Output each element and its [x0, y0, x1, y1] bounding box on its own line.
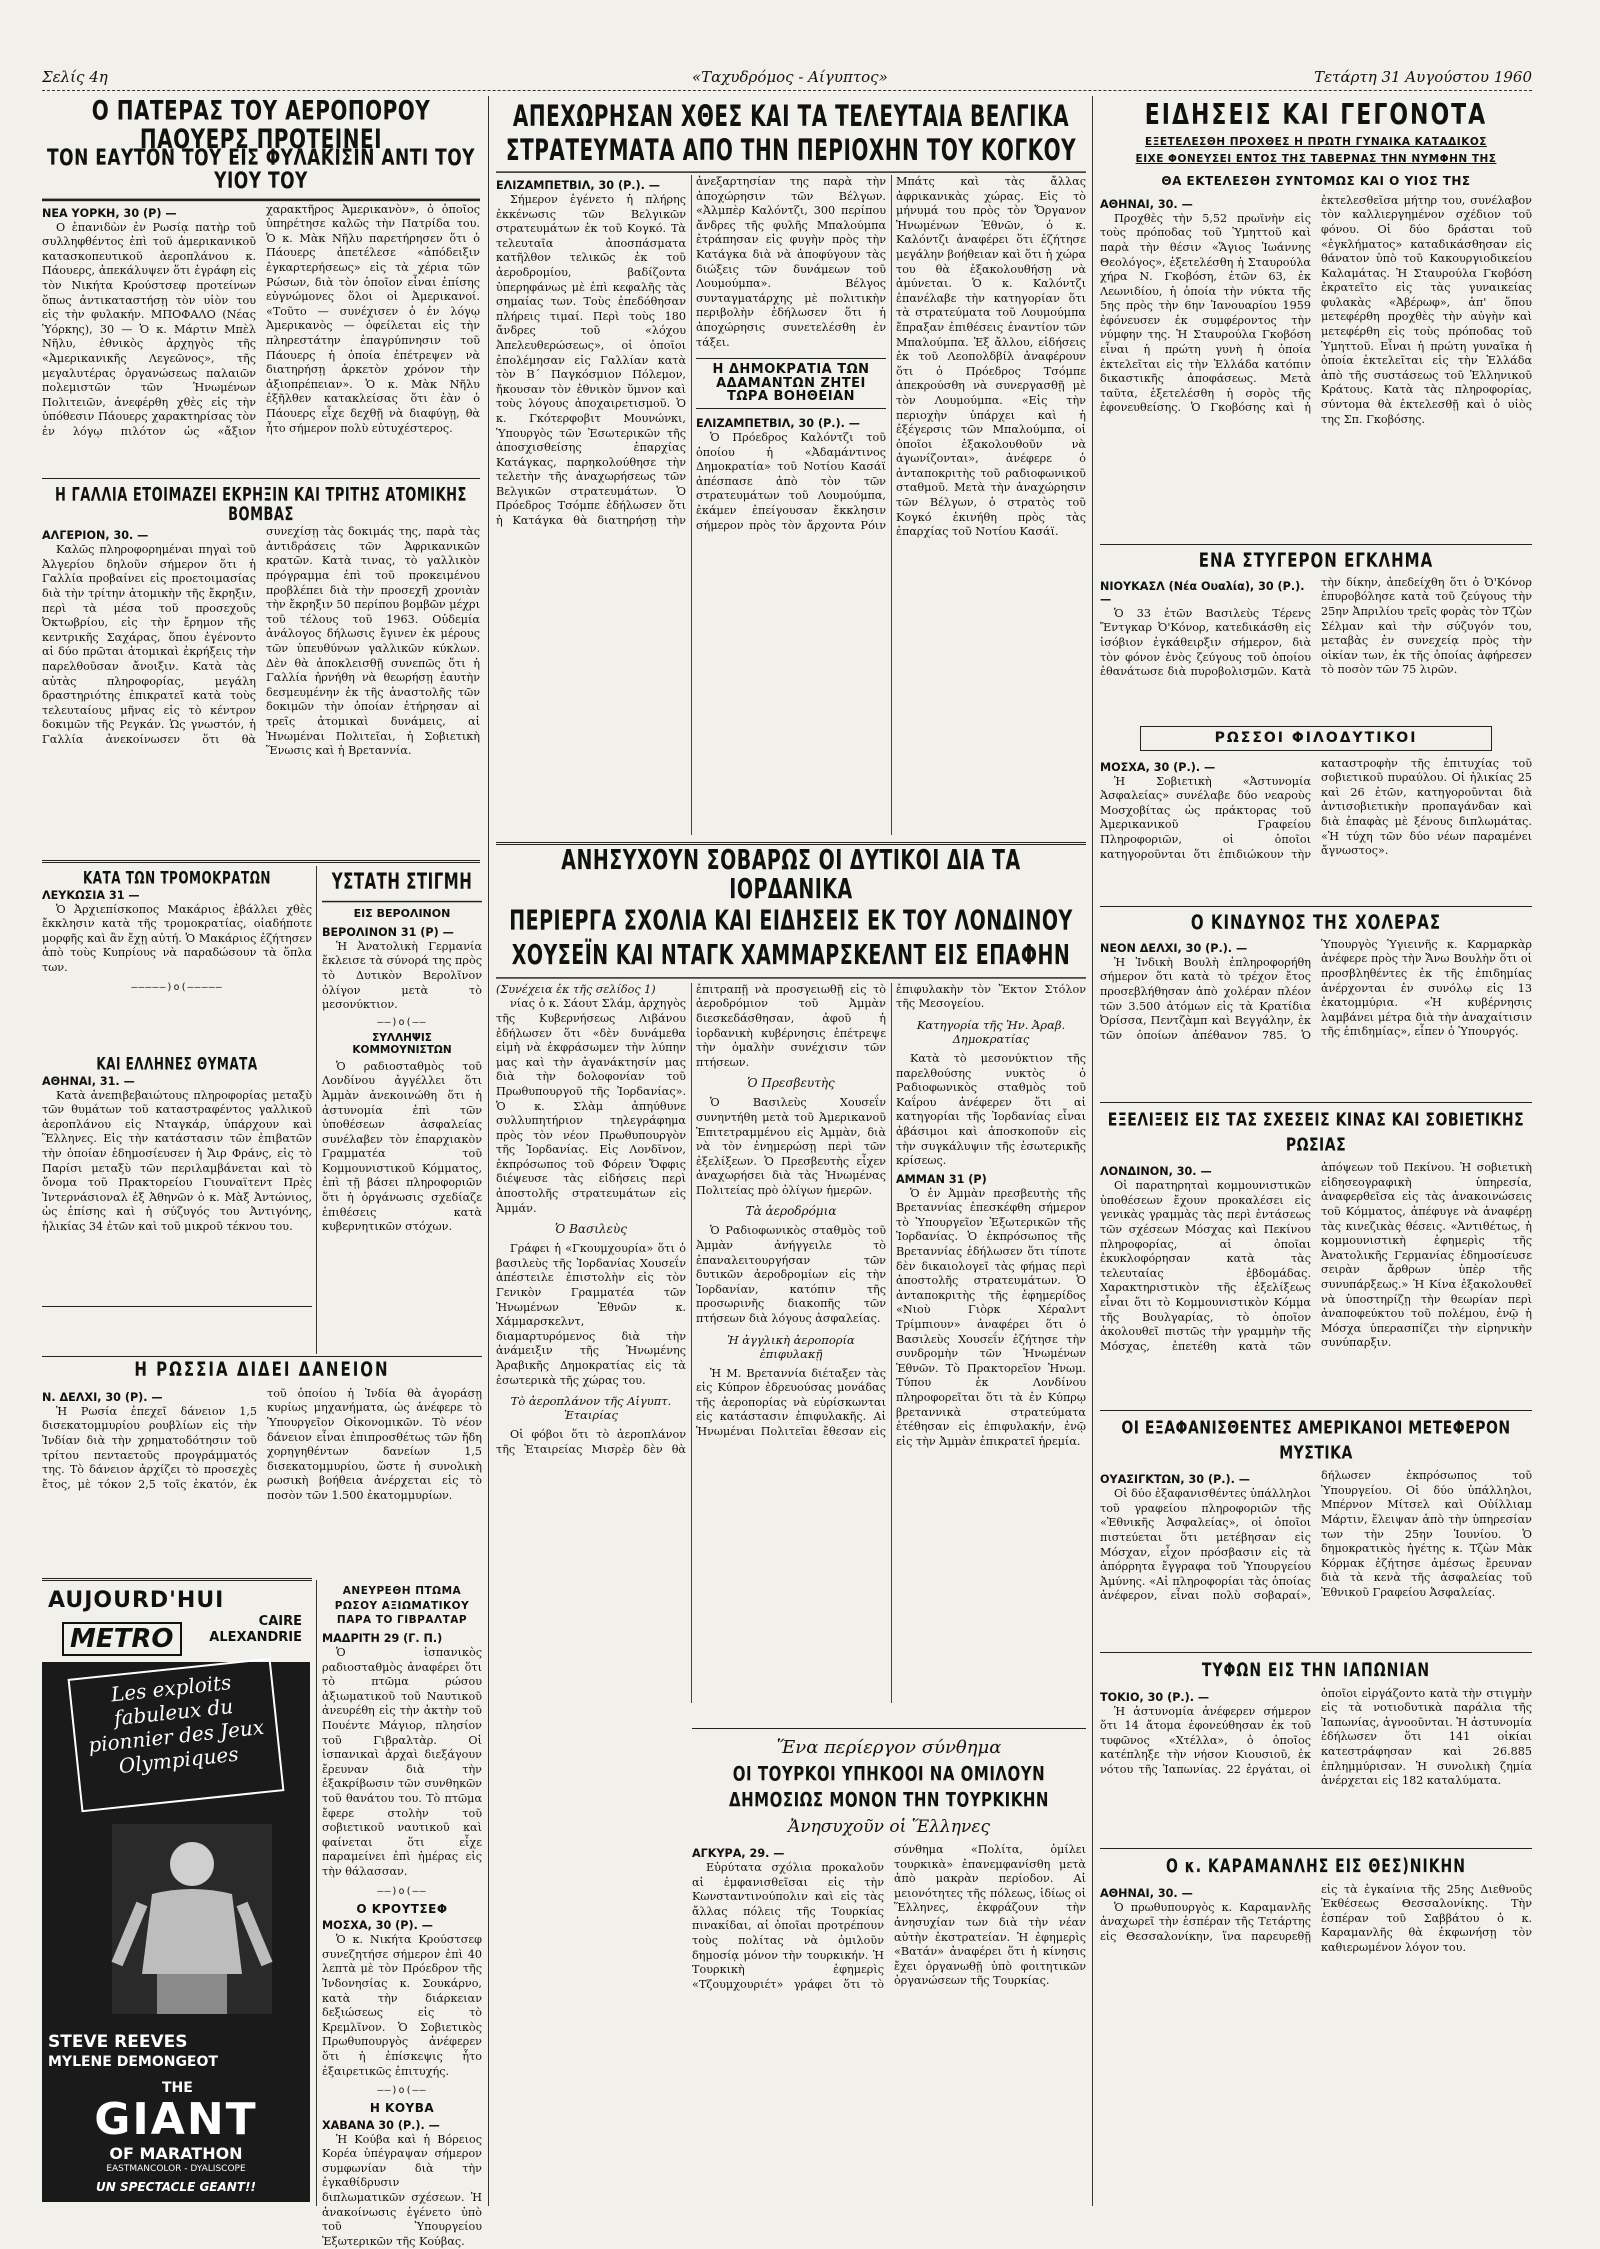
article-body: Ἡ Μ. Βρεταννία διέταξεν τὰς εἰς Κύπρον ἐδρευούσας μονάδας τῆς ἀεροπορίας νὰ εὑρίσκωνται εἰς κατάστασιν ἐπιφυλακῆς. Αἱ Ἡνωμέναι Πολιτεῖαι ἔθεσαν εἰς ἐπιφυλακὴν τὸν Ἕκτον Στόλον τῆς Μεσογείου. — [696, 982, 1086, 1438]
headline: ΘΑ ΕΚΤΕΛΕΣΘΗ ΣΥΝΤΟΜΩΣ ΚΑΙ Ο ΥΙΟΣ ΤΗΣ — [1161, 174, 1471, 189]
article-body: Ὁ κ. Νικήτα Κρούστσεφ συνεζητήσε σήμερον ἐπὶ 40 λεπτὰ μὲ τὸν Πρόεδρον τῆς Ἰνδονησίας κ. Σουκάρνο, κατὰ τὴν διάρκειαν δεξιώσεως εἰς τὸ Κρεμλῖνον. Ὁ Σοβιετικὸς Πρωθυπουργὸς ἀνέφερεν ὅτι ἡ ἐπίσκεψις ἦτο ἐξαιρετικῶς ἐπιτυχής. — [322, 1933, 482, 2078]
masthead — [42, 64, 1532, 91]
dateline: ΕΛΙΖΑΜΠΕΤΒΙΛ, 30 (Ρ.). — — [496, 179, 660, 192]
article-crime — [1100, 548, 1532, 718]
divider — [42, 860, 480, 863]
column-rule — [1092, 96, 1093, 2206]
article-body: Ο ἐπανιδὼν ἐν Ρωσίᾳ πατὴρ τοῦ συλληφθέντος ἐπὶ τοῦ ἀμερικανικοῦ κατασκοπευτικοῦ ἀεροπλάνου κ. Πάουερς, ἀπεκάλυψεν ὅτι ἐγράφη εἰς τὸν Νικήτα Κρούστσεφ προτείνων ὅπως ἀντικαταστήσῃ τὸν υἱὸν του εἰς τὴν φυλακήν. ΜΠΟΦΑΛΟ (Νέας Ὑόρκης), 30 — Ὁ κ. Μάρτιν Μπὲλ Νῆλυ, ἐθνικὸς ἀρχηγὸς τῆς «Ἀμερικανικῆς Λεγεῶνος», τῆς μεγαλυτέρας ὀργανώσεως παλαιῶν πολεμιστῶν τῶν Ἡνωμένων Πολιτειῶν, ἀνεφέρθη χθὲς εἰς τὴν ὑπόθεσιν Πάουερς χαρακτηρίσας τὸν ἐν λόγῳ πιλότον ὡς «ἄξιον χαρακτῆρος Ἀμερικανὸν», ὁ ὁποῖος ὑπηρέτησε καλῶς τὴν Πατρίδα του. Ὁ κ. Μὰκ Νῆλυ παρετήρησεν ὅτι ὁ Πάουερς ἀπετέλεσε «ἀπόδειξιν ἐγκαρτερήσεως» εἰς τὰ χέρια τῶν Ρώσων, διὰ τὸν ὁποῖον εἶναι ἐπίσης εὐγνώμονες ὅλοι οἱ Ἀμερικανοί. «Τοῦτο — συνέχισεν ὁ ἐν λόγῳ Ἀμερικανὸς — ὀφείλεται εἰς τὴν πληρεστάτην ἐπαγρύπνησιν τοῦ Πάουερς ἡ ὁποία ἐπέτρεψεν νὰ διατηρήσῃ ἀρκετὸν χρόνον τὴν ἀξιοπρέπειαν». Ὁ κ. Μὰκ Νῆλυ ἐξῆλθεν κατακλείσας ὅτι ἐὰν ὁ Πάουερς εἶχε δεχθῇ νὰ διαφύγῃ, θὰ ἦτο σήμερον πολὺ εὐτυχέστερος. — [42, 202, 480, 438]
dateline: ΕΛΙΖΑΜΠΕΤΒΙΛ, 30 (Ρ.). — — [696, 417, 860, 431]
headline: ΥΣΤΑΤΗ ΣΤΙΓΜΗ — [322, 871, 482, 902]
dateline: ΧΑΒΑΝΑ 30 (Ρ.). — — [322, 2118, 440, 2132]
article-body: Γράφει ἡ «Γκουμχουρία» ὅτι ὁ βασιλεὺς τῆς Ἰορδανίας Χουσεΐν ἀπέστειλε ἐπιστολὴν εἰς τὸν Γενικὸν Γραμματέα τῶν Ἡνωμένων Ἐθνῶν κ. Χάμμαρσκελντ, διαμαρτυρόμενος διὰ τὴν ἀνάμειξιν τῆς Ἡνωμένης Ἀραβικῆς Δημοκρατίας εἰς τὰ ἐσωτερικὰ τῆς χώρας του. — [496, 1242, 686, 1387]
article-body: Οἱ δύο ἐξαφανισθέντες ὑπάλληλοι τοῦ γραφείου πληροφοριῶν τῆς «Ἐθνικῆς Ἀσφαλείας», οἱ ὁποῖοι πιστεύεται ὅτι μετέβησαν εἰς Μόσχαν, εἶχον πρόσβασιν εἰς τὰ ἀπόρρητα ἔγγραφα τοῦ Ὑπουργείου Ἀμύνης. «Αἱ πληροφορίαι τὰς ὁποίας ἀνέφερον, εἶναι πολὺ σοβαραί», δήλωσεν ἐκπρόσωπος τοῦ Ὑπουργείου. Οἱ δύο ὑπάλληλοι, Μπέρνον Μίτσελ καὶ Οὐίλλιαμ Μάρτιν, ἔλειψαν ἀπὸ τὴν ὑπηρεσίαν των τὴν 25ην Ἰουνίου. Ὁ δημοκρατικὸς ἡγέτης κ. Τζὼν Μὰκ Κόρμακ ἐζήτησε ἀμέσως ἔρευναν διὰ τὰ κενὰ τῆς ἀσφαλείας τοῦ Ἐθνικοῦ Γραφείου Ἀσφαλείας. — [1100, 1469, 1532, 1603]
article-body: νίας ὁ κ. Σάουτ Σλάμ, ἀρχηγὸς τῆς Κυβερνήσεως Λιβάνου ἐδήλωσεν ὅτι «δὲν δυνάμεθα εἰμὴ νὰ ἐκφράσωμεν τὴν λύπην μας καὶ τὴν ἀγανάκτησίν μας διὰ τὴν δολοφονίαν τοῦ Πρωθυπουργοῦ τῆς Ἰορδανίας». Ὁ κ. Σλὰμ ἀπηύθυνε συλλυπητήριον τηλεγράφημα πρὸς τὸν νέον Πρωθυπουργὸν τῆς Ἰορδανίας. Εἰς Λονδῖνον, ἐκπρόσωπος τοῦ Φόρειν Ὄφφις διέψευσε τὰς εἰδήσεις περὶ ἀποστολῆς στρατευμάτων εἰς Ἀμμάν. — [496, 997, 686, 1215]
dateline: ΑΘΗΝΑΙ, 31. — — [42, 1074, 135, 1088]
headline: ΣΤΡΑΤΕΥΜΑΤΑ ΑΠΟ ΤΗΝ ΠΕΡΙΟΧΗΝ ΤΟΥ ΚΟΓΚΟΥ — [496, 135, 1086, 173]
dateline: ΜΑΔΡΙΤΗ 29 (Γ. Π.) — [322, 1632, 443, 1646]
headline: Η ΓΑΛΛΙΑ ΕΤΟΙΜΑΖΕΙ ΕΚΡΗΞΙΝ ΚΑΙ ΤΡΙΤΗΣ ΑΤΟΜΙΚΗΣ ΒΟΜΒΑΣ — [55, 485, 467, 526]
dateline: ΑΓΚΥΡΑ, 29. — — [692, 1847, 785, 1860]
headline: Η ΔΗΜΟΚΡΑΤΙΑ ΤΩΝ ΑΔΑΜΑΝΤΩΝ ΖΗΤΕΙ ΤΩΡΑ ΒΟΗΘΕΙΑΝ — [696, 358, 886, 409]
subheading: Ὁ Βασιλεὺς — [554, 1222, 627, 1237]
article-china-russia — [1100, 1106, 1532, 1408]
ad-header — [42, 1584, 310, 1662]
headline: ΟΙ ΕΞΑΦΑΝΙΣΘΕΝΤΕΣ ΑΜΕΡΙΚΑΝΟΙ ΜΕΤΕΦΕΡΟΝ ΜΥΣΤΙΚΑ — [1121, 1418, 1511, 1463]
article-news — [1100, 98, 1532, 540]
ad-format: EASTMANCOLOR - DYALISCOPE — [106, 2164, 246, 2174]
subheading: ΣΥΛΛΗΨΙΣ ΚΟΜΜΟΥΝΙΣΤΩΝ — [352, 1031, 452, 1056]
ad-today: AUJOURD'HUI — [48, 1588, 225, 1613]
subheading: Ὁ Πρεσβευτὴς — [747, 1076, 835, 1091]
subheading: Κατηγορία τῆς Ἡν. Ἀραβ. Δημοκρατίας — [916, 1017, 1066, 1046]
article-body: Κατὰ ἀνεπιβεβαιώτους πληροφορίας μεταξὺ τῶν θυμάτων τοῦ καταστραφέντος γαλλικοῦ ἀεροπλάνου εἰς Νταγκάρ, ὑπάρχουν καὶ Ἕλληνες. Εἰς τὴν κατάστασιν τῶν ἐπιβατῶν τὴν ὁποίαν ἐδημοσίευσεν ἡ Ἄιρ Φράνς, εἰς τὸ Παρίσι μεταξὺ τῶν περιλαμβάνεται καὶ τὸ ὄνομα τοῦ Πρακτορείου Γιουναϊτεντ Πρὲς Ἰντερνάσιοναλ ἐξ Ἀθηνῶν ὁ κ. Μὰξ Ἀντώνιος, ὡς ἐπίσης καὶ ἡ σύζυγός του Ἀντιγόνης, ἡλικίας 34 ἐτῶν καὶ τοῦ μικροῦ τέκνου του. — [42, 1088, 312, 1233]
article-congo — [496, 98, 1086, 840]
figure-legs — [157, 1974, 227, 2014]
headline: ΤΥΦΩΝ ΕΙΣ ΤΗΝ ΙΑΠΩΝΙΑΝ — [1201, 1660, 1431, 1682]
divider — [42, 478, 480, 479]
article-body: Ἡ Σοβιετικὴ «Ἀστυνομία Ἀσφαλείας» συνέλαβε δύο νεαροὺς Μοσχοβίτας ὡς πράκτορας τοῦ Ἀμερικανικοῦ Γραφείου Πληροφοριῶν, οἱ ὁποῖοι κατηγοροῦνται ὅτι ἐπιδιώκουν τὴν καταστροφὴν τῆς ἐπιτυχίας τοῦ σοβιετικοῦ πυραύλου. Οἱ ἠλικίας 25 καὶ 26 ἐτῶν, κατηγοροῦνται διὰ ἀντισοβιετικὴν προπαγάνδαν καὶ διὰ ἐπαφὰς μὲ ξένους διπλωμάτας. «Ἡ τύχη τῶν δύο νέων παραμένει ἄγνωστος». — [1100, 756, 1532, 861]
cinema-advertisement — [42, 1584, 310, 2202]
article-powers — [42, 93, 480, 476]
figure-torso — [142, 1889, 242, 1974]
article-body: Προχθὲς τὴν 5,52 πρωϊνὴν εἰς τοὺς πρόποδας τοῦ Ὑμηττοῦ καὶ παρὰ τὴν θέσιν «Ἅγιος Ἰωάννης Θεολόγος», ἐξετελέσθη ἡ Σταυρούλα χήρα Ν. Γκοβόση, ἐτῶν 63, ἐκ Λεωνιδίου, ἡ ὁποία τὴν νύκτα τῆς 5ης πρὸς τὴν 6ην Ἰανουαρίου 1959 ἐφόνευσεν ἐκ συμφέροντος τὴν νύμφην της. Ἡ Σταυρούλα Γκοβόση εἶναι ἡ πρώτη γυνὴ ἡ ὁποία ἐκτελεῖται εἰς τὴν Ἑλλάδα κατόπιν δικαστικῆς ἀποφάσεως. Μετὰ ταῦτα, ἐξετελέσθη ἡ σορὸς τῆς ἐφονευθείσης. Ὁ Γκοβόσης καὶ ἡ ἐκτελεσθεῖσα μήτηρ του, συνέλαβον τὸν καλλιεργημένον σχέδιον τοῦ φόνου. Οἱ δύο δράσται τοῦ «ἐγκλήματος» καταδικάσθησαν εἰς θάνατον ὑπὸ τοῦ Κακουργιοδικείου Καλαμάτας. Ἡ Σταυρούλα Γκοβόση ἐκρατεῖτο εἰς τὰς γυναικείας φυλακὰς «Ἀβέρωφ», ἀπ' ὅπου μετεφέρθη προχθὲς τὴν αὐγὴν καὶ μετεφέρθη εἰς τοὺς πρόποδας τοῦ Ὑμηττοῦ. Εἶναι ἡ πρώτη γυναῖκα ἡ ὁποία ἐκτελεῖται εἰς τὴν Ἑλλάδα ἀπὸ τῆς συστάσεως τοῦ Ἑλληνικοῦ Κράτους. Κατὰ τὰς πληροφορίας, σύντομα θὰ ἐκτελεσθῇ καὶ ὁ υἱὸς της Σπ. Γκοβόσης. — [1100, 193, 1532, 426]
continuation-note: (Συνέχεια ἐκ τῆς σελίδος 1) — [496, 982, 656, 996]
headline: ΡΩΣΣΟΙ ΦΙΛΟΔΥΤΙΚΟΙ — [1140, 726, 1492, 751]
paper-name: «Ταχυδρόμος - Αίγυπτος» — [692, 68, 888, 86]
ad-star: MYLENE DEMONGEOT — [48, 2054, 218, 2070]
headline: Ο ΚΙΝΔΥΝΟΣ ΤΗΣ ΧΟΛΕΡΑΣ — [1190, 911, 1442, 935]
divider — [1100, 1410, 1532, 1411]
article-body: Καλῶς πληροφορημέναι πηγαὶ τοῦ Ἀλγερίου δηλοῦν σήμερον ὅτι ἡ Γαλλία προβαίνει εἰς προετοιμασίας διὰ τὴν τρίτην ἀτομικὴν τῆς ἔκρηξιν, περὶ τὰ μέσα τοῦ προσεχοῦς Ὀκτωβρίου, εἰς τὴν ἔρημον τῆς κεντρικῆς Σαχάρας, ὅπου ἐγένοντο αἱ δύο πρῶται ἀτομικαὶ ἐκρήξεις τὴν παρελθοῦσαν ἄνοιξιν. Κατὰ τὰς αὐτὰς πληροφορίας, μεγάλη δραστηριότης ἐπικρατεῖ κατὰ τοὺς τελευταίους μῆνας εἰς τὸ κέντρον δοκιμῶν τῆς Ρεγκάν. Ὡς γνωστόν, ἡ Γαλλία ἀνεκοίνωσεν ὅτι θὰ συνεχίσῃ τὰς δοκιμάς της, παρὰ τὰς ἀντιδράσεις τῶν Ἀφρικανικῶν κρατῶν. Κατὰ τινας, τὸ γαλλικὸν πρόγραμμα ἐπὶ τοῦ προκειμένου προβλέπει διὰ τὴν προσεχῆ χρονιὰν τὴν ἔκρηξιν 50 περίπου βομβῶν μέχρι τοῦ τέλους τοῦ 1963. Οὐδεμία ἀνάλογος δήλωσις ἔγινεν ἐκ μέρους τῶν ὑπευθύνων γαλλικῶν κύκλων. Δὲν θὰ ἀποκλεισθῇ συνεπῶς ὅτι ἡ Γαλλία ἠρνήθη νὰ θεωρήσῃ ἐαυτὴν δεσμευμένην ἐκ τῆς ἀναστολῆς τῶν δοκιμῶν τὴν ὁποίαν ἐτήρησαν αἱ τρεῖς ἀτομικαὶ δυνάμεις, αἱ Ἡνωμέναι Πολιτεῖαι, ἡ Σοβιετικὴ Ἕνωσις καὶ ἡ Βρεταννία. — [42, 525, 481, 758]
headline: Η ΚΟΥΒΑ — [369, 2101, 435, 2116]
headline: ΕΝΑ ΣΤΥΓΕΡΟΝ ΕΓΚΛΗΜΑ — [1198, 549, 1434, 573]
headline: ΕΙΧΕ ΦΟΝΕΥΣΕΙ ΕΝΤΟΣ ΤΗΣ ΤΑΒΕΡΝΑΣ ΤΗΝ ΝΥΜΦΗΝ ΤΗΣ — [1135, 153, 1497, 166]
ad-tagline: Les exploits fabuleux du pionnier des Jeux Olympiques — [87, 1670, 266, 1779]
article-body: Σήμερον ἐγένετο ἡ πλήρης ἐκκένωσις τῶν Βελγικῶν στρατευμάτων ἐκ τοῦ Κογκό. Τὰ τελευταῖα ἀποσπάσματα κατῆλθον τελικῶς ἐκ τοῦ ἀεροδρομίου, βαδίζοντα ὑπερηφάνως μὲ ἐπὶ κεφαλῆς τὰς σημαίας των. Τοὺς ἐπεδόθησαν πλήρεις τιμαί. Περὶ τοὺς 180 ἄνδρες τοῦ «λόχου Ἀπελευθερώσεως», οἱ ὁποῖοι ἐπολέμησαν εἰς Γαλλίαν κατὰ τὸν Β΄ Παγκόσμιον Πόλεμον, ἤκουσαν τὸν ἐθνικὸν ὕμνον καὶ τοὺς λόγους ἀποχαιρετισμοῦ. Ὁ κ. Γκότερφοβιτ Μουνώνκι, Ὑπουργὸς τῶν Ἐσωτερικῶν τῆς ἀποσχισθείσης ἐπαρχίας Κατάγκας, παρηκολούθησε τὴν τελετὴν τῆς ἀναχωρήσεως τῶν Βελγικῶν στρατευμάτων. Ὁ Πρόεδρος Τσόμπε ἐδήλωσεν ὅτι ἡ Κατάγκα θὰ διατηρήσῃ τὴν ἀνεξαρτησίαν της παρὰ τὴν ἀποχώρησιν τῶν Βέλγων. «Ἀλμπὲρ Καλόντζι, 300 περίπου ἄνδρες τῆς φυλῆς Μπαλούμπα ἐτράπησαν εἰς φυγὴν πρὸς τὴν Κατάγκα διὰ νὰ ἀποφύγουν τὰς διώξεις τῶν δυνάμεων τοῦ Λουμούμπα». Βέλγος συνταγματάρχης μὲ πολιτικὴν περιβολὴν ἐδήλωσεν ὅτι ἡ ἀποχώρησις συνετελέσθη ἐν τάξει. — [496, 175, 886, 528]
article-typhoon — [1100, 1656, 1532, 1846]
headline: ΧΟΥΣΕΪΝ ΚΑΙ ΝΤΑΓΚ ΧΑΜΜΑΡΣΚΕΛΝΤ ΕΙΣ ΕΠΑΦΗΝ — [496, 942, 1086, 978]
subheading: Ἀνησυχοῦν οἱ Ἕλληνες — [788, 1817, 990, 1837]
separator: ——)o(—— — [377, 1885, 427, 1897]
article-body: Ὁ ἐν Ἀμμὰν πρεσβευτὴς τῆς Βρεταννίας ἐπεσκέφθη σήμερον τὸ Ὑπουργεῖον Ἐξωτερικῶν τῆς Ἰορδανίας. Ὁ ἐκπρόσωπος τῆς Βρεταννίας ἐδήλωσεν ὅτι τίποτε δὲν δικαιολογεῖ τὰς φήμας περὶ ἀποστολῆς στρατευμάτων. Ὁ ἀνταποκριτὴς τῆς ἐφημερίδος «Νιοὺ Γιὸρκ Χέραλντ Τρίμπιουν» ἀναφέρει ὅτι ὁ Βασιλεὺς Χουσεΐν ἐζήτησε τὴν συνδρομὴν τῶν Ἡνωμένων Ἐθνῶν. Τὸ Πρακτορεῖον Ἡνωμ. Τύπου ἐκ Λονδίνου πληροφορεῖται ὅτι τὰ ἐν Κύπρῳ βρεταννικὰ στρατεύματα ἐτέθησαν εἰς ἐπιφυλακήν, ἐνῷ εἰς τὴν Ἀμμὰν ἐπικρατεῖ ἡρεμία. — [896, 1186, 1086, 1448]
article-france-bomb — [42, 484, 480, 856]
headline: ΤΟΝ ΕΑΥΤΟΝ ΤΟΥ ΕΙΣ ΦΥΛΑΚΙΣΙΝ ΑΝΤΙ ΤΟΥ ΥΙΟΥ ΤΟΥ — [42, 148, 480, 201]
headline: ΕΙΔΗΣΕΙΣ ΚΑΙ ΓΕΓΟΝΟΤΑ — [1144, 99, 1488, 132]
dateline: ΒΕΡΟΛΙΝΟΝ 31 (Ρ) — — [322, 925, 454, 939]
article-body: Εὐρύτατα σχόλια προκαλοῦν αἱ ἐμφανισθεῖσαι εἰς τὴν Κωνσταντινούπολιν καὶ εἰς τὰς ἄλλας πόλεις τῆς Τουρκίας πινακίδαι, αἱ ὁποῖαι προτρέπουν τοὺς πολίτας νὰ ὁμιλοῦν δημοσίᾳ μόνον τὴν τουρκικήν. Ἡ Τουρκικὴ ἐφημερὶς «Τζουμχουριέτ» γράφει ὅτι τὸ σύνθημα «Πολίτα, ὁμίλει τουρκικὰ» ἐπανεμφανίσθη μετὰ ἀπὸ μακρὰν περίοδον. Αἱ μειονότητες τῆς πόλεως, ἰδίως οἱ Ἕλληνες, ἐκφράζουν τὴν ἀνησυχίαν των διὰ τὴν νέαν αὐτὴν ἐκστρατείαν. Ἡ ἐφημερὶς «Βατάν» ἀναφέρει ὅτι ἡ κίνησις ἔχει ὀργανωθῇ ὑπὸ φοιτητικῶν ὀργανώσεων τῆς Τουρκίας. — [692, 1843, 1086, 1991]
dateline: ΝΕΑ ΥΟΡΚΗ, 30 (Ρ) — — [42, 206, 177, 220]
dateline: ΜΟΣΧΑ, 30 (Ρ). — — [322, 1919, 433, 1933]
ad-title-sub: OF MARATHON — [109, 2144, 243, 2163]
divider — [1100, 1102, 1532, 1103]
headline: ΚΑΙ ΕΛΛΗΝΕΣ ΘΥΜΑΤΑ — [96, 1054, 258, 1074]
article-body: Ὁ Ἀρχιεπίσκοπος Μακάριος ἐβάλλει χθὲς ἔκκλησιν κατὰ τῆς τρομοκρατίας, οἱαδήποτε μορφῆς καὶ ἂν ἔχῃ αὐτή. Ὁ Μακάριος ἐζήτησεν ἀπὸ τοὺς Κυπρίους νὰ παραδώσουν τὰ ὅπλα των. — [42, 902, 312, 974]
dateline: ΟΥΑΣΙΓΚΤΩΝ, 30 (Ρ.). — — [1100, 1473, 1250, 1487]
headline: ΟΙ ΤΟΥΡΚΟΙ ΥΠΗΚΟΟΙ ΝΑ ΟΜΙΛΟΥΝ ΔΗΜΟΣΙΩΣ ΜΟΝΟΝ ΤΗΝ ΤΟΥΡΚΙΚΗΝ — [729, 1762, 1049, 1811]
column-lower-left — [322, 1580, 482, 2248]
headline: Ο κ. ΚΑΡΑΜΑΝΛΗΣ ΕΙΣ ΘΕΣ)ΝΙΚΗΝ — [1165, 1856, 1466, 1878]
headline: ΕΞΕΤΕΛΕΣΘΗ ΠΡΟΧΘΕΣ Η ΠΡΩΤΗ ΓΥΝΑΙΚΑ ΚΑΤΑΔΙΚΟΣ — [1145, 136, 1487, 149]
article-karamanlis — [1100, 1852, 1532, 2052]
article-body: Οἱ φόβοι ὅτι τὸ ἀεροπλάνον τῆς Ἑταιρείας Μισρὲρ δὲν θὰ ἐπιτραπῇ νὰ προσγειωθῇ εἰς τὸ ἀεροδρόμιον τοῦ Ἀμμὰν διεσκεδάσθησαν, ἀφοῦ ἡ ἰορδανικὴ κυβέρνησις ἐπέτρεψε τὴν ὁμαλὴν συνέχισιν τῶν πτήσεων. — [496, 982, 886, 1456]
headline: ΑΝΗΣΥΧΟΥΝ ΣΟΒΑΡΩΣ ΟΙ ΔΥΤΙΚΟΙ ΔΙΑ ΤΑ ΙΟΡΔΑΝΙΚΑ — [561, 844, 1021, 905]
dateline: ΑΘΗΝΑΙ, 30. — — [1100, 1886, 1193, 1900]
subheading: Τὸ ἀεροπλάνον τῆς Αἰγυπτ. Ἑταιρίας — [510, 1394, 672, 1423]
headline: Ο ΚΡΟΥΤΣΕΦ — [356, 1901, 448, 1916]
article-body: Ὁ 33 ἐτῶν Βασιλεὺς Τέρενς Ἔντγκαρ Ὀ'Κόνορ, κατεδικάσθη εἰς ἰσόβιον ἐγκάθειρξιν σήμερον, διὰ τὸν φόνον ἑνὸς ζεύγους τοῦ ὁποίου ἐθανάτωσε διὰ πυροβολισμῶν. Κατὰ τὴν δίκην, ἀπεδείχθη ὅτι ὁ Ὀ'Κόνορ ἐπυροβόλησε κατὰ τοῦ ζεύγους τὴν 25ην Ἀπριλίου τρεῖς φορὰς τὸν Τζὼν Σέλμαν καὶ τὴν σύζυγόν του, μεταβὰς ἐν συνεχείᾳ πρὸς τὴν οἰκίαν των, ἐκ τῆς ὁποίας ἀφήρεσεν τὸ ποσὸν τῶν 75 λιρῶν. — [1100, 575, 1532, 679]
dateline: ΑΜΜΑΝ 31 (Ρ) — [896, 1172, 987, 1186]
dateline: ΜΟΣΧΑ, 30 (Ρ.). — — [1100, 760, 1216, 774]
article-turkish — [692, 1728, 1086, 2199]
article-body: Ἡ ἀστυνομία ἀνέφερεν σήμερον ὅτι 14 ἄτομα ἐφονεύθησαν ἐκ τοῦ τυφῶνος «Χτέλλα», ὁ ὁποῖος κατέπληξε τὴν νήσον Κιουσιοῦ, ἐκ νότου τῆς Ἰαπωνίας. 22 ἐργάται, οἱ ὁποῖοι εἰργάζοντο κατὰ τὴν στιγμὴν εἰς τὰ νοτιοδυτικὰ παράλια τῆς Ἰαπωνίας, ἀγνοοῦνται. Ἡ ἀστυνομία ἐδήλωσεν ὅτι 141 οἰκίαι κατεστράφησαν καὶ 26.885 ἐπλημμύρισαν. Ἡ συνολικὴ ζημία ἀνέρχεται εἰς 182 καταλύματα. — [1100, 1686, 1532, 1788]
headline: ΠΕΡΙΕΡΓΑ ΣΧΟΛΙΑ ΚΑΙ ΕΙΔΗΣΕΙΣ ΕΚ ΤΟΥ ΛΟΝΔΙΝΟΥ — [509, 904, 1073, 937]
dateline: ΛΕΥΚΩΣΙΑ 31 — — [42, 888, 140, 902]
divider — [42, 1306, 312, 1307]
divider — [1100, 1848, 1532, 1849]
article-russian-spies — [1100, 722, 1532, 904]
headline: ΑΠΕΧΩΡΗΣΑΝ ΧΘΕΣ ΚΑΙ ΤΑ ΤΕΛΕΥΤΑΙΑ ΒΕΛΓΙΚΑ — [512, 98, 1070, 134]
article-jordan — [496, 844, 1086, 2208]
subheading: Τὰ ἀεροδρόμια — [745, 1204, 837, 1219]
divider — [42, 1578, 312, 1581]
ad-athlete-illustration — [112, 1824, 272, 2014]
dateline: ΝΙΟΥΚΑΣΛ (Νέα Ουαλία), 30 (Ρ.). — — [1100, 579, 1305, 606]
separator: ——)o(—— — [377, 2085, 427, 2097]
article-body: Ἡ Ρωσία ἐπεχεῖ δάνειον 1,5 δισεκατομμυρίου ρουβλίων εἰς τὴν Ἰνδίαν διὰ τὴν χρηματοδότησιν τοῦ τρίτου πενταετοῦς προγράμματός της. Τὸ δάνειον ἀρχίζει τὸ προσεχὲς ἔτος, μὲ τόκον 2,5 τοῖς ἑκατόν, ἐκ τοῦ ὁποίου ἡ Ἰνδία θὰ ἀγοράσῃ κυρίως μηχανήματα, ὡς ἀνέφερε τὸ Ὑπουργεῖον Οἰκονομικῶν. Τὸ νέον δάνειον εἶναι ἐπιπροσθέτως τῶν ἤδη χορηγηθέντων δανείων 1,5 δισεκατομμυρίου, ὥστε ἡ συνολικὴ ρωσικὴ βοήθεια ἀνέρχεται εἰς τὸ ποσὸν τῶν 1.500 ἑκατομμυρίων. — [42, 1386, 482, 1502]
headline: ΑΝΕΥΡΕΘΗ ΠΤΩΜΑ ΡΩΣΟΥ ΑΞΙΩΜΑΤΙΚΟΥ ΠΑΡΑ ΤΟ ΓΙΒΡΑΛΤΑΡ — [334, 1585, 470, 1627]
dateline: ΛΟΝΔΙΝΟΝ, 30. — — [1100, 1165, 1212, 1179]
divider — [1100, 1652, 1532, 1653]
article-russia-loan — [42, 1356, 482, 1576]
page-number: Σελίς 4η — [42, 68, 108, 86]
article-body: Ἡ Ἀνατολικὴ Γερμανία ἔκλεισε τὰ σύνορά της πρὸς τὸ Δυτικὸν Βερολῖνον ὀλίγον μετὰ τὸ μεσονύκτιον. — [322, 939, 482, 1012]
last-minute — [322, 866, 482, 1352]
separator: ——)o(—— — [377, 1016, 427, 1028]
headline: Ο ΠΑΤΕΡΑΣ ΤΟΥ ΑΕΡΟΠΟΡΟΥ ΠΑΟΥΕΡΣ ΠΡΟΤΕΙΝΕΙ — [91, 93, 431, 155]
divider — [1100, 544, 1532, 545]
ad-tagline-box — [68, 1658, 285, 1813]
ad-title: GIANT — [94, 2094, 258, 2145]
dateline: ΑΛΓΕΡΙΟΝ, 30. — — [42, 529, 149, 543]
divider — [1100, 906, 1532, 907]
ad-spectacle: UN SPECTACLE GEANT!! — [96, 2180, 256, 2194]
ad-star: STEVE REEVES — [48, 2032, 188, 2052]
headline: ΚΑΤΑ ΤΩΝ ΤΡΟΜΟΚΡΑΤΩΝ — [83, 868, 271, 888]
article-body: Ἡ Κούβα καὶ ἡ Βόρειος Κορέα ὑπέγραψαν σήμερον συμφωνίαν διὰ τὴν ἐγκαθίδρυσιν διπλωματικῶν σχέσεων. Ἡ ἀνακοίνωσις ἐγένετο ὑπὸ τοῦ Ὑπουργείου Ἐξωτερικῶν τῆς Κούβας. — [322, 2132, 482, 2248]
dateline: Ν. ΔΕΛΧΙ, 30 (Ρ). — — [42, 1390, 163, 1404]
article-body: Ὁ Βασιλεὺς Χουσεΐν συνηντήθη μετὰ τοῦ Ἀμερικανοῦ Ἐπιτετραμμένου εἰς Ἀμμὰν, διὰ νὰ τὸν ἐνημερώσῃ περὶ τῶν ἐξελίξεων. Ὁ Πρεσβευτὴς εἶχεν ἀναχωρήσει διὰ τὰς Ἡνωμένας Πολιτείας πρὸ ὀλίγων ἡμερῶν. — [696, 1096, 886, 1197]
headline: ΕΞΕΛΙΞΕΙΣ ΕΙΣ ΤΑΣ ΣΧΕΣΕΙΣ ΚΙΝΑΣ ΚΑΙ ΣΟΒΙΕΤΙΚΗΣ ΡΩΣΙΑΣ — [1107, 1110, 1525, 1155]
column-rule — [316, 866, 317, 1354]
ad-city: CAIRE — [258, 1614, 302, 1629]
column-rule — [316, 1580, 317, 2206]
article-body: Οἱ παρατηρηταὶ κομμουνιστικῶν ὑποθέσεων ἔχουν προκαλέσει εἰς γενικὰς γραμμὰς τὰς περὶ ἐντάσεως τῶν σχέσεων Μόσχας καὶ Πεκίνου πληροφορίας, αἱ ὁποῖαι ἐκυκλοφόρησαν κατὰ τὰς τελευταίας ἑβδομάδας. Χαρακτηριστικὸν τῆς ἐξελίξεως εἶναι ὅτι τὸ Κομμουνιστικὸν Κόμμα τῆς Βουλγαρίας, τὸ ὁποῖον ἀκολουθεῖ πιστῶς τὴν γραμμὴν τῆς Μόσχας, ἐπετέθη κατὰ τῶν ἀπόψεων τοῦ Πεκίνου. Ἡ σοβιετικὴ εἰδησεογραφικὴ ὑπηρεσία, ἀναφερθεῖσα εἰς τὰς ἀνακοινώσεις τοῦ Κόμματος, ἀπέφυγε νὰ ἀναφέρῃ τὰς κινεζικὰς θέσεις. «Ἀντιθέτως, ἡ κομμουνιστικὴ ἐφημερὶς τῆς Ἀνατολικῆς Γερμανίας ἐδημοσίευσε σειρὰν ἄρθρων ὑπὲρ τῆς συνυπάρξεως.» Ἡ Κίνα ἐξακολουθεῖ νὰ ὑποστηρίζῃ τὴν θεωρίαν περὶ ἀναποφεύκτου τοῦ πολέμου, ἐνῷ ἡ Μόσχα ὑπερασπίζει τὴν εἰρηνικὴν συνύπαρξιν. — [1100, 1161, 1532, 1353]
subheading: ΕΙΣ ΒΕΡΟΛΙΝΟΝ — [353, 906, 451, 920]
article-cholera — [1100, 910, 1532, 1100]
ad-city: ALEXANDRIE — [209, 1630, 302, 1645]
separator: —————)o(————— — [131, 981, 223, 993]
article-body: Κατὰ τὸ μεσονύκτιον τῆς παρελθούσης νυκτὸς ὁ Ραδιοφωνικὸς σταθμὸς τοῦ Καΐρου ἀνέφερεν ὅτι αἱ κατηγορίαι τῆς Ἰορδανίας εἶναι ἀβάσιμοι καὶ ἀποσκοποῦν εἰς τὴν συγκάλυψιν τῆς ἐσωτερικῆς κρίσεως. — [896, 1051, 1086, 1168]
article-body: Ὁ Ραδιοφωνικὸς σταθμὸς τοῦ Ἀμμὰν ἀνήγγειλε τὸ ἐπαναλειτουργήσαν τῶν δυτικῶν ἀεροδρομίων εἰς τὴν Ἰορδανίαν, κατόπιν τῆς προσωρινῆς διακοπῆς τῶν πτήσεων διὰ λόγους ἀσφαλείας. — [696, 1224, 886, 1326]
dateline: ΤΟΚΙΟ, 30 (Ρ.). — — [1100, 1690, 1210, 1704]
article-body: Ἡ Ἰνδικὴ Βουλὴ ἐπληροφορήθη σήμερον ὅτι κατὰ τὸ τρέχον ἔτος προσεβλήθησαν ἀπὸ χολέραν πλέον τῶν 3.500 ἀτόμων εἰς τὰ Κρατίδια Ὀρίσσα, Πεντζὰμπ καὶ Βεγγάλην, ἐκ τῶν ὁποίων ἀπέθανον 785. Ὁ Ὑπουργὸς Ὑγιεινῆς κ. Καρμαρκὰρ ἀνέφερε πρὸς τὴν Ἄνω Βουλὴν ὅτι οἱ προσβληθέντες ἐκ τῆς ἐπιδημίας ἀνέρχονται ἐν συνόλῳ εἰς 13 ἑκατομμύρια. «Ἡ κυβέρνησις λαμβάνει μέτρα διὰ τὴν ἀναχαίτισιν τῆς ἐπιδημίας», εἶπεν ὁ Ὑπουργός. — [1100, 937, 1532, 1042]
article-greek-victims — [42, 1054, 312, 1304]
ad-title-the: THE — [162, 2080, 193, 2096]
article-body: Ὁ πρωθυπουργὸς κ. Καραμανλῆς ἀναχωρεῖ τὴν ἑσπέραν τῆς Τετάρτης εἰς Θεσσαλονίκην, ἵνα παρευρεθῇ εἰς τὰ ἐγκαίνια τῆς 25ης Διεθνοῦς Ἐκθέσεως Θεσσαλονίκης. Τὴν ἑσπέραν τοῦ Σαββάτου ὁ κ. Καραμανλῆς θὰ ἐκφωνήσῃ τὸν καθιερωμένον λόγον του. — [1100, 1882, 1532, 1955]
issue-date: Τετάρτη 31 Αυγούστου 1960 — [1314, 68, 1532, 86]
dateline: ΑΘΗΝΑΙ, 30. — — [1100, 197, 1193, 211]
article-terrorists — [42, 866, 312, 1052]
headline: Η ΡΩΣΣΙΑ ΔΙΔΕΙ ΔΑΝΕΙΟΝ — [134, 1358, 390, 1382]
subheading: Ἡ ἀγγλικὴ ἀεροπορία ἐπιφυλακῇ — [727, 1332, 855, 1361]
ad-cinema-name: METRO — [62, 1622, 182, 1656]
article-body: Ὁ ραδιοσταθμὸς τοῦ Λονδίνου ἀγγέλλει ὅτι Ἀμμὰν ἀνεκοινώθη ὅτι ἡ ἀστυνομία ἐπὶ τῶν ὑποθέσεων ἀσφαλείας συνέλαβεν τὸν ἐπαρχιακὸν Γραμματέα τοῦ Κομμουνιστικοῦ Κόμματος, ἐπὶ τῇ βάσει πληροφοριῶν ὅτι ἡ ὀργάνωσις σχεδίαζε ἐπιθέσεις κατὰ κυβερνητικῶν στόχων. — [322, 1059, 482, 1234]
kicker: Ἕνα περίεργον σύνθημα — [776, 1737, 1002, 1758]
article-missing-americans — [1100, 1414, 1532, 1650]
dateline: ΝΕΟΝ ΔΕΛΧΙ, 30 (Ρ.). — — [1100, 941, 1248, 955]
figure-head — [170, 1842, 214, 1886]
article-body: Ὁ ἱσπανικὸς ραδιοσταθμὸς ἀναφέρει ὅτι τὸ πτῶμα ρώσου ἀξιωματικοῦ τοῦ Ναυτικοῦ ἀνευρέθη εἰς τὴν ἀκτὴν τοῦ Πουέντε Μάγιορ, πλησίον τοῦ Γιβραλτὰρ. Οἱ ἱσπανικαὶ ἀρχαὶ διεξάγουν ἔρευναν διὰ τὴν ἐξακρίβωσιν τῶν συνθηκῶν τοῦ θανάτου του. Τὸ πτῶμα ἔφερε στολὴν τοῦ σοβιετικοῦ ναυτικοῦ καὶ φαίνεται ὅτι εἶχε παραμείνει ἐπὶ ἡμέρας εἰς τὴν θάλασσαν. — [322, 1646, 482, 1878]
article-body: Ὁ Πρόεδρος Καλόντζι τοῦ ὁποίου ἡ «Ἀδαμάντινος Δημοκρατία» τοῦ Νοτίου Κασάϊ ἀπέσπασε ἀπὸ τὸν τῶν στρατευμάτων τοῦ Λουμούμπα, ἐκάμεν ἐπείγουσαν ἔκκλησιν σήμερον πρὸς τὸν ἄρχοντα Ρόιν Μπάτς καὶ τὰς ἄλλας ἀφρικανικὰς χώρας. Εἰς τὸ μήνυμά του πρὸς τὸν Ὄργανον Ἡνωμένων Ἐθνῶν, ὁ κ. Καλόντζι ἀναφέρει ὅτι ἐζήτησε μεγάλην βοήθειαν καὶ ὅτι ἡ χώρα του θὰ ἐξακολουθήσῃ νὰ ἀμύνεται. Ὁ κ. Καλόντζι ἐπανέλαβε τὴν κατηγορίαν ὅτι τὰ στρατεύματα τοῦ Λουμούμπα ἔπραξαν ἐπιθέσεις ἐναντίον τῶν Μπαλούμπα. Ἐξ ἄλλου, εἰδήσεις ἐκ τοῦ Λεοπολδβίλ ἀναφέρουν ὅτι ὁ Πρόεδρος Τσόμπε ἀπεκρούσθη νὰ συνεργασθῇ μὲ τὸν Λουμούμπα. «Εἰς τὴν περιοχὴν ὑπάρχει καὶ ἡ ἐξέγερσις τῶν Μπαλούμπα, οἱ ὁποῖοι ἐξακολουθοῦν νὰ ἀγωνίζονται», ἀνέφερε ὁ ἀνταποκριτὴς τοῦ ραδιοφωνικοῦ σταθμοῦ. Μετὰ τὴν ἀναχώρησιν τῶν Βέλγων, ὁ στρατὸς τοῦ Κογκό ἐκινήθη πρὸς τὰς ἐπαρχίας τοῦ Νοτίου Κασάϊ. — [696, 175, 1086, 539]
column-rule — [488, 96, 489, 2206]
